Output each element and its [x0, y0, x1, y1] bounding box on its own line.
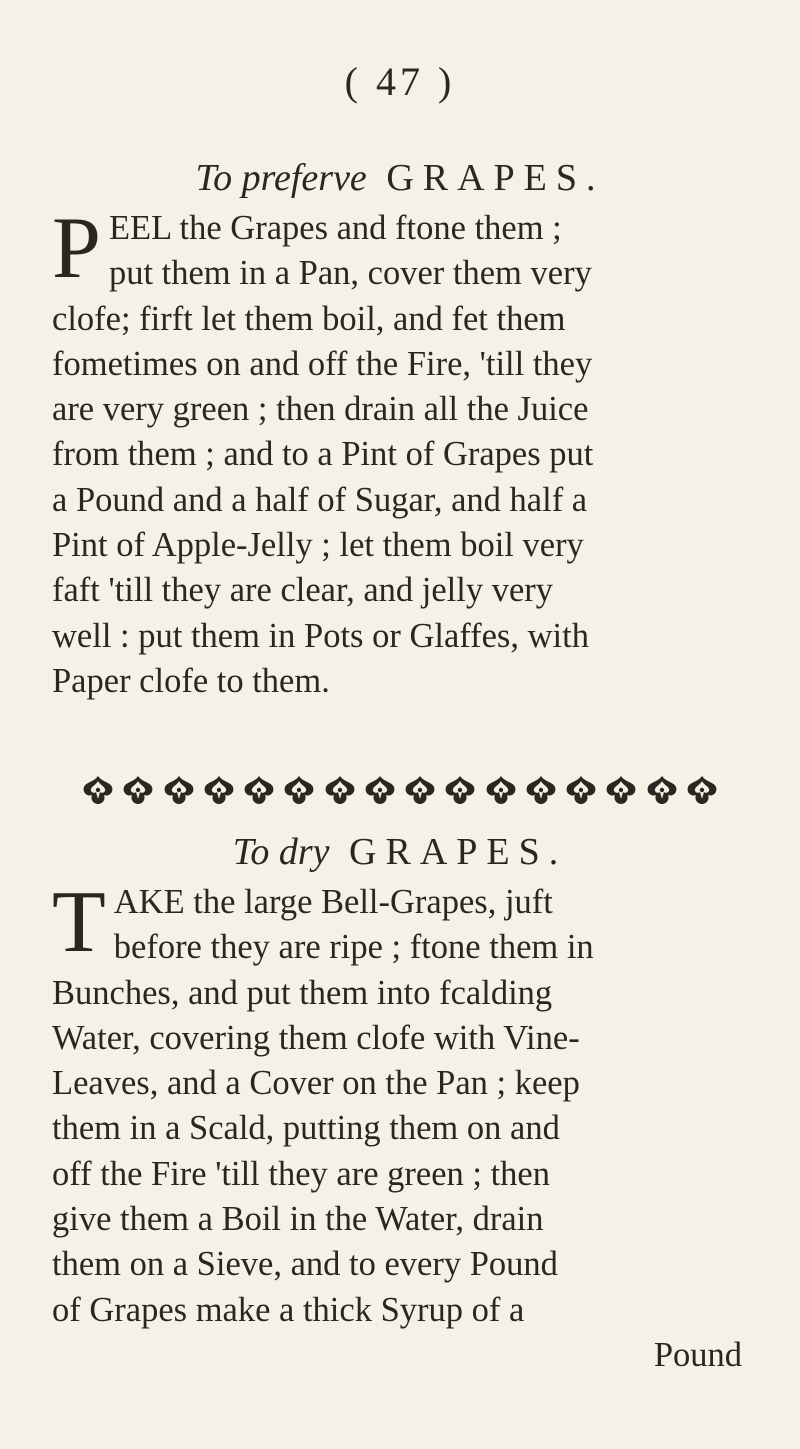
fleuron-ornament-icon: [603, 773, 639, 807]
text-line: well : put them in Pots or Glaffes, with: [52, 616, 589, 655]
text-line: before they are ripe ; ftone them in: [113, 928, 594, 967]
page-number: ( 47 ): [344, 59, 456, 104]
text-line: Water, covering them clofe with Vine-: [52, 1018, 580, 1057]
text-line: Paper clofe to them.: [52, 661, 330, 700]
ornament-divider: [80, 770, 720, 810]
fleuron-ornament-icon: [563, 773, 599, 807]
recipe-body-preserve-grapes: [52, 200, 742, 704]
recipe-title-dry-grapes: [0, 830, 800, 874]
text-line: give them a Boil in the Water, drain: [52, 1200, 544, 1239]
text-line: a Pound and a half of Sugar, and half a: [52, 480, 588, 519]
text-line: put them in a Pan, cover them very: [108, 254, 592, 293]
fleuron-ornament-icon: [684, 773, 720, 807]
text-line: off the Fire 'till they are green ; then: [52, 1154, 550, 1193]
text-line: EEL the Grapes and ftone them ;: [108, 209, 562, 247]
text-line: Pint of Apple-Jelly ; let them boil very: [52, 526, 584, 565]
recipe-title-italic: To dry: [232, 831, 330, 873]
text-line: clofe; firft let them boil, and fet them: [52, 299, 566, 338]
fleuron-ornament-icon: [644, 773, 680, 807]
fleuron-ornament-icon: [523, 773, 559, 807]
text-line: are very green ; then drain all the Juice: [52, 390, 589, 429]
fleuron-ornament-icon: [402, 773, 438, 807]
recipe-title-preserve-grapes: [0, 156, 800, 200]
text-line: Bunches, and put them into fcalding: [52, 973, 553, 1012]
text-line: faft 'till they are clear, and jelly very: [52, 571, 554, 610]
fleuron-ornament-icon: [201, 773, 237, 807]
text-line: AKE the large Bell-Grapes, juft: [113, 883, 553, 921]
fleuron-ornament-icon: [241, 773, 277, 807]
fleuron-ornament-icon: [442, 773, 478, 807]
recipe-title-italic: To preferve: [195, 157, 367, 199]
text-line: fometimes on and off the Fire, 'till they: [52, 344, 593, 383]
text-line: of Grapes make a thick Syrup of a: [52, 1290, 525, 1329]
recipe-body-dry-grapes: [52, 874, 742, 1378]
fleuron-ornament-icon: [281, 773, 317, 807]
text-line: Pound: [653, 1335, 742, 1374]
text-line: Leaves, and a Cover on the Pan ; keep: [52, 1064, 580, 1103]
text-line: them on a Sieve, and to every Pound: [52, 1245, 558, 1284]
fleuron-ornament-icon: [120, 773, 156, 807]
fleuron-ornament-icon: [483, 773, 519, 807]
fleuron-ornament-icon: [161, 773, 197, 807]
fleuron-ornament-icon: [80, 773, 116, 807]
text-line: them in a Scald, putting them on and: [52, 1109, 560, 1148]
text-line: from them ; and to a Pint of Grapes put: [52, 435, 594, 474]
recipe-title-caps: GRAPES.: [386, 157, 605, 199]
drop-cap: P: [52, 200, 101, 297]
recipe-title-caps: GRAPES.: [349, 831, 568, 873]
drop-cap: T: [52, 874, 106, 971]
fleuron-ornament-icon: [322, 773, 358, 807]
fleuron-ornament-icon: [362, 773, 398, 807]
